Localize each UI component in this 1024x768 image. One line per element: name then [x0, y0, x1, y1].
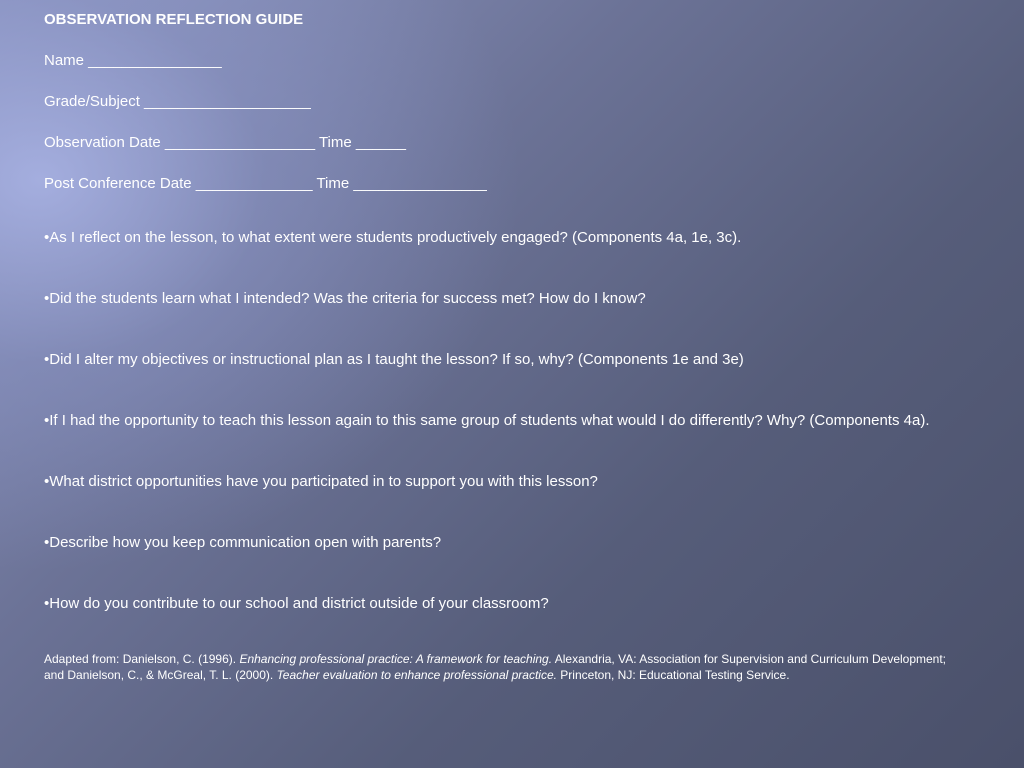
- question-learning: •Did the students learn what I intended? Was the criteria for success met? How do I know?: [44, 290, 646, 307]
- question-parent-communication: •Describe how you keep communication open with parents?: [44, 534, 442, 551]
- citation-part-1: Adapted from: Danielson, C. (1996).: [44, 652, 240, 666]
- question-contribution: •How do you contribute to our school and district outside of your classroom?: [44, 595, 549, 612]
- page-title: OBSERVATION REFLECTION GUIDE: [44, 11, 304, 28]
- citation-part-3: Princeton, NJ: Educational Testing Service.: [556, 668, 790, 682]
- name-field-line: Name ________________: [44, 52, 222, 69]
- question-teach-again: •If I had the opportunity to teach this lesson again to this same group of students what would I do differently? Why? (Components 4a).: [44, 412, 930, 429]
- post-conference-date-field-line: Post Conference Date ______________ Time ________________: [44, 175, 487, 192]
- grade-subject-field-line: Grade/Subject ____________________: [44, 93, 311, 110]
- question-alter-plan: •Did I alter my objectives or instructional plan as I taught the lesson? If so, why? (Components 1e and 3e): [44, 351, 744, 368]
- citation: [44, 651, 954, 683]
- observation-date-field-line: Observation Date __________________ Time ______: [44, 134, 406, 151]
- question-engagement: •As I reflect on the lesson, to what extent were students productively engaged? (Components 4a, 1e, 3c).: [44, 229, 742, 246]
- citation-part-2: Alexandria, VA: Association for Supervision and Curriculum Development; and Danielson, C., & McGreal, T. L. (2000).: [44, 652, 947, 682]
- citation-title-2: Teacher evaluation to enhance professional practice.: [276, 668, 557, 682]
- question-district-opportunities: •What district opportunities have you participated in to support you with this lesson?: [44, 473, 598, 490]
- slide-content: [44, 8, 954, 683]
- citation-title-1: Enhancing professional practice: A framework for teaching.: [239, 652, 553, 666]
